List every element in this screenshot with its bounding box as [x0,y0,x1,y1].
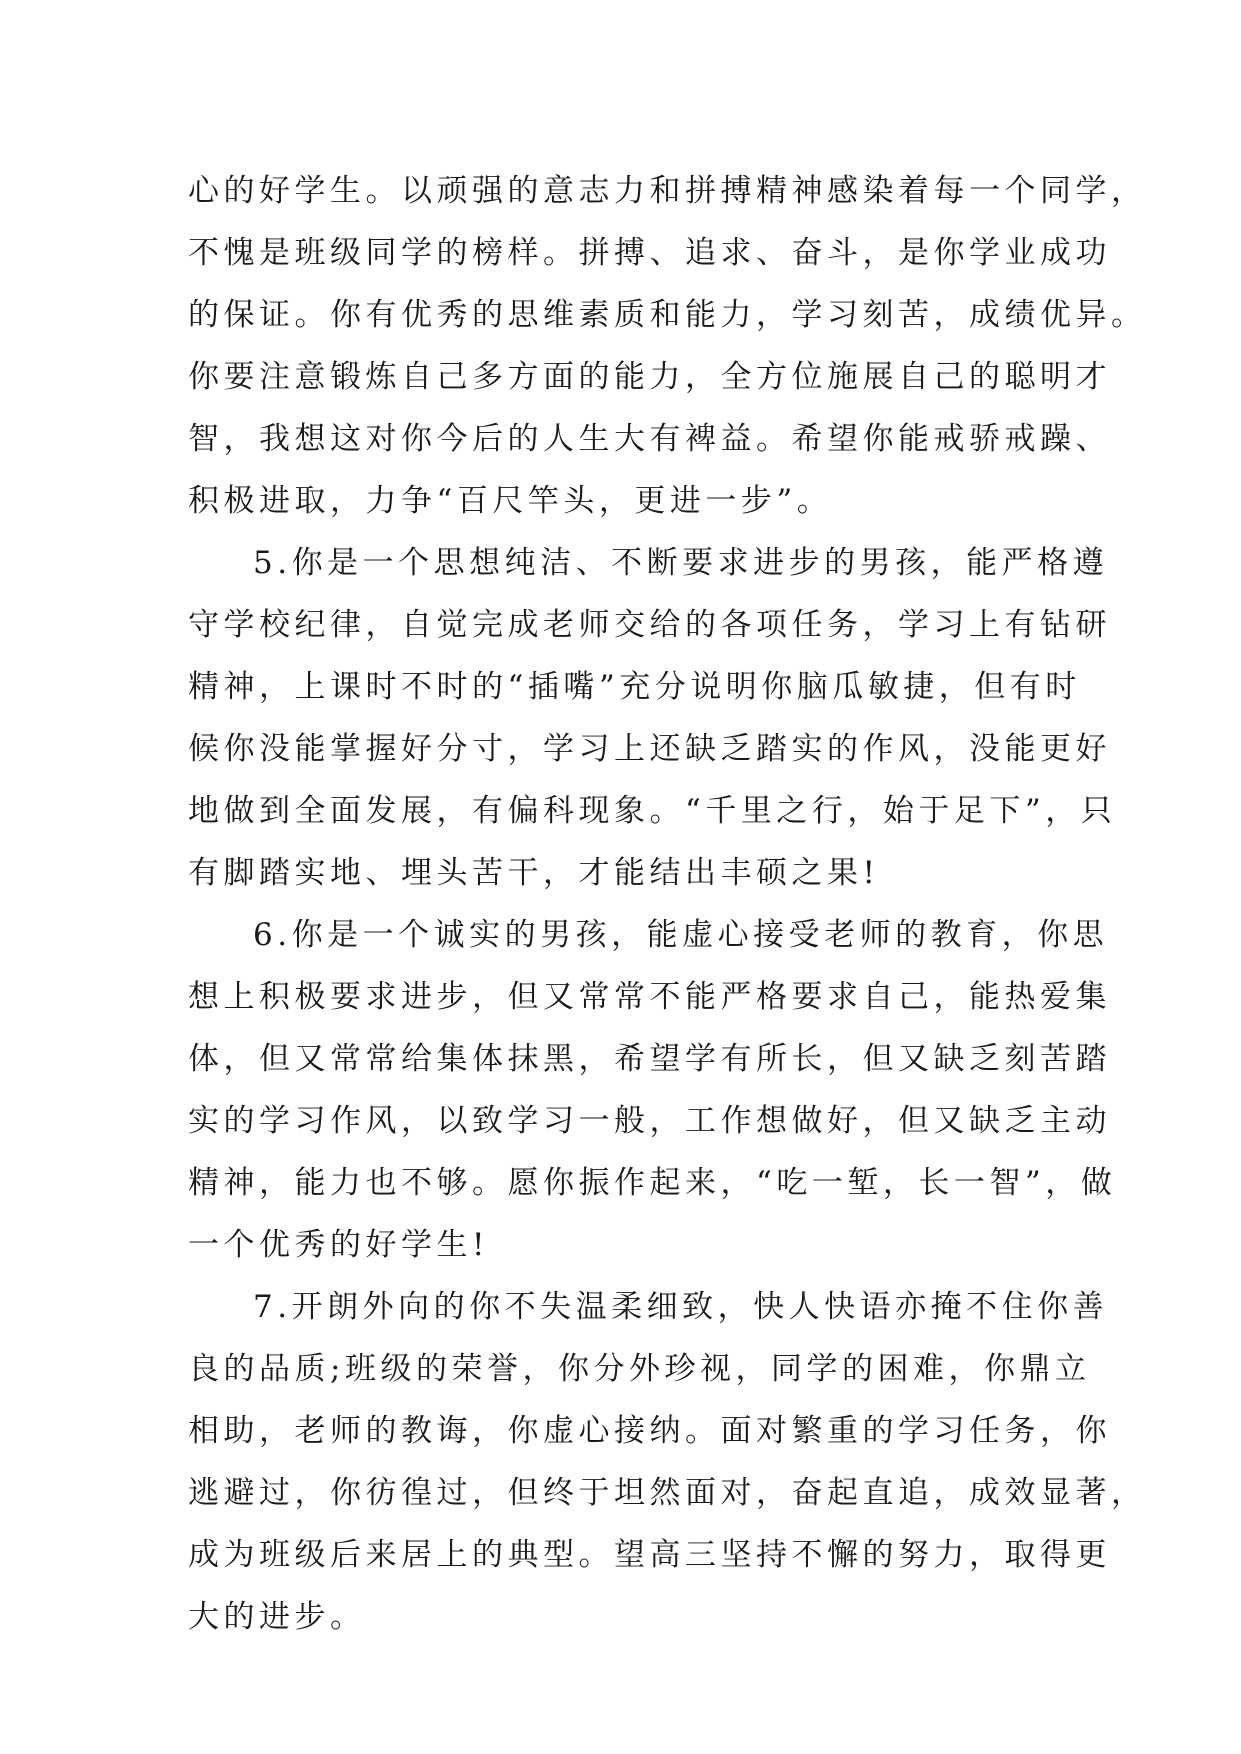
text-line: 实的学习作风，以致学习一般，工作想做好，但又缺乏主动 [188,1103,1111,1139]
text-line: 体，但又常常给集体抹黑，希望学有所长，但又缺乏刻苦踏 [188,1041,1111,1077]
text-line: 大的进步。 [188,1599,366,1635]
text-line: 智，我想这对你今后的人生大有裨益。希望你能戒骄戒躁、 [188,421,1111,457]
text-line: 不愧是班级同学的榜样。拼搏、追求、奋斗，是你学业成功 [188,235,1111,271]
text-line: 想上积极要求进步，但又常常不能严格要求自己，能热爱集 [188,979,1111,1015]
document-body [188,160,1147,1648]
text-line: 良的品质;班级的荣誉，你分外珍视，同学的困难，你鼎立 [188,1351,1091,1387]
text-line: 地做到全面发展，有偏科现象。“千里之行，始于足下”，只 [188,793,1117,829]
text-line: 你要注意锻炼自己多方面的能力，全方位施展自己的聪明才 [188,359,1111,395]
paragraph-6-start: 6.你是一个诚实的男孩，能虚心接受老师的教育，你思 [253,917,1109,953]
text-line: 逃避过，你彷徨过，但终于坦然面对，奋起直追，成效显著， [188,1475,1147,1511]
paragraph-5-start: 5.你是一个思想纯洁、不断要求进步的男孩，能严格遵 [253,545,1109,581]
text-line: 心的好学生。以顽强的意志力和拼搏精神感染着每一个同学， [188,173,1147,209]
text-line: 精神，能力也不够。愿你振作起来，“吃一堑，长一智”，做 [188,1165,1117,1201]
text-line: 精神，上课时不时的“插嘴”充分说明你脑瓜敏捷，但有时 [188,669,1081,705]
text-line: 的保证。你有优秀的思维素质和能力，学习刻苦，成绩优异。 [188,297,1147,333]
text-line: 一个优秀的好学生! [188,1227,489,1263]
paragraph-7-start: 7.开朗外向的你不失温柔细致，快人快语亦掩不住你善 [253,1289,1109,1325]
text-line: 成为班级后来居上的典型。望高三坚持不懈的努力，取得更 [188,1537,1111,1573]
text-line: 候你没能掌握好分寸，学习上还缺乏踏实的作风，没能更好 [188,731,1111,767]
text-line: 积极进取，力争“百尺竿头，更进一步”。 [188,483,833,519]
text-line: 相助，老师的教诲，你虚心接纳。面对繁重的学习任务，你 [188,1413,1111,1449]
text-line: 守学校纪律，自觉完成老师交给的各项任务，学习上有钻研 [188,607,1111,643]
text-line: 有脚踏实地、埋头苦干，才能结出丰硕之果! [188,855,880,891]
